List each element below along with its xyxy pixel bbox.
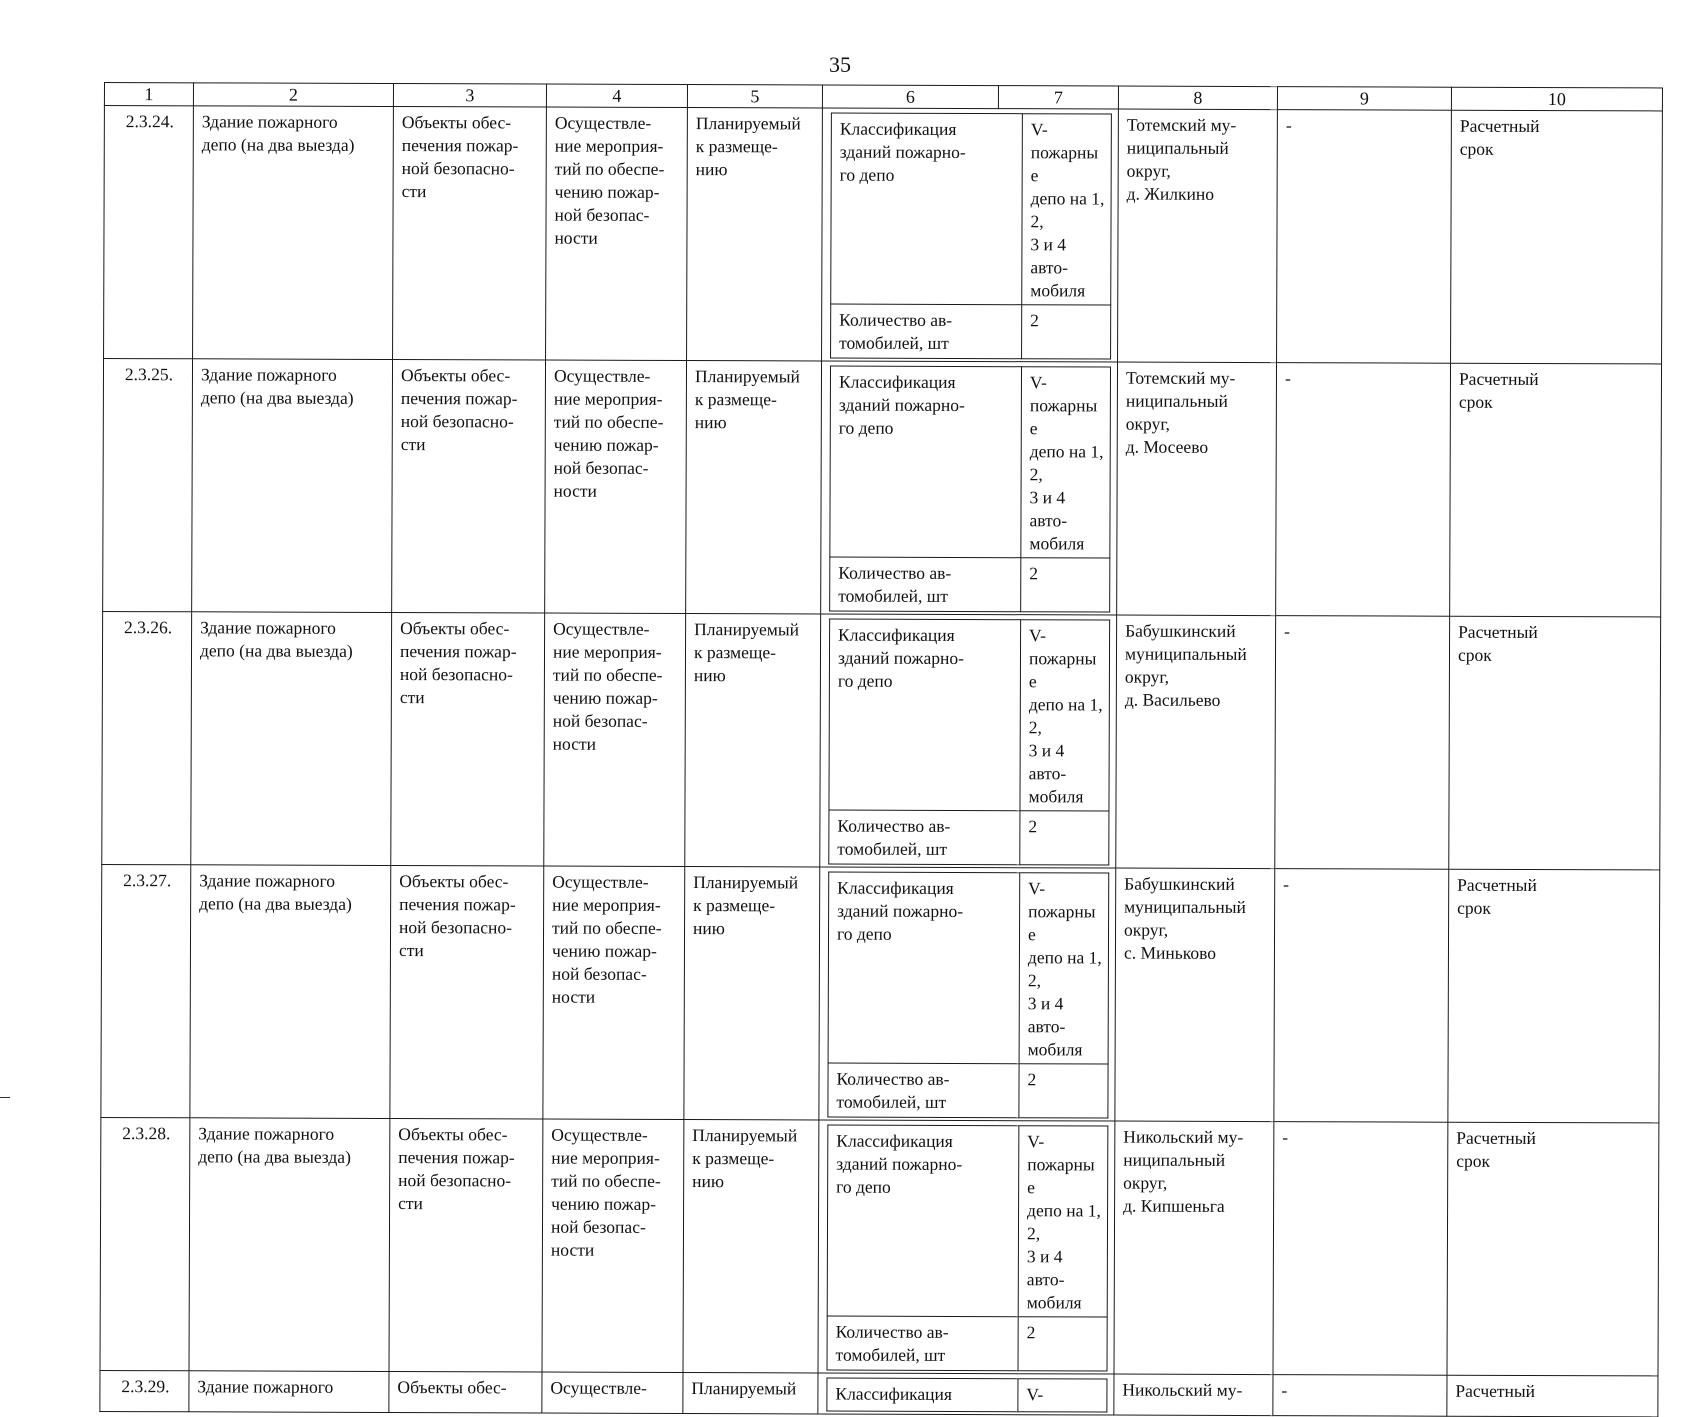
characteristic-name-text: Классификация зданий пожарно- го депо — [836, 877, 964, 944]
column-number: 9 — [1277, 87, 1451, 111]
column-9-cell-text: - — [1282, 1127, 1289, 1148]
characteristic-value-text: 2 — [1027, 1069, 1037, 1090]
column-9-cell-text: - — [1283, 874, 1290, 895]
implementation-term-cell — [1449, 616, 1661, 870]
table-row — [102, 611, 1661, 869]
column-number: 7 — [998, 86, 1118, 109]
characteristic-value-text: V- пожарные депо на 1, 2, 3 и 4 авто- мобиля — [1029, 372, 1104, 554]
characteristic-name — [827, 1316, 1018, 1371]
facility-name-cell-text: Здание пожарного депо (на два выезда) — [199, 870, 352, 914]
column-number: 1 — [104, 83, 193, 106]
facility-purpose-cell — [391, 613, 545, 867]
facility-function-cell — [542, 1372, 683, 1413]
characteristic-name — [830, 366, 1022, 558]
facility-function-cell — [545, 360, 687, 613]
document-sheet — [101, 82, 1662, 1405]
characteristics-subtable — [830, 113, 1112, 360]
implementation-term-cell — [1450, 363, 1662, 617]
implementation-term-cell — [1447, 1375, 1658, 1417]
facility-purpose-cell-text: Объекты обес- печения пожар- ной безопасно- сти — [398, 1124, 515, 1214]
row-number-cell — [100, 1370, 189, 1411]
column-number: 3 — [393, 84, 546, 108]
characteristics-subtable — [828, 619, 1110, 866]
facility-function-cell-text: Осуществле- ние мероприя- тий по обеспе- чению пожар- ной безопас- ности — [554, 112, 665, 248]
facility-name-cell — [190, 865, 391, 1119]
characteristic-row — [830, 366, 1111, 558]
characteristic-row — [831, 113, 1112, 305]
facility-status-cell-text: Планируемый к размеще- нию — [693, 619, 800, 686]
row-number-cell — [100, 1117, 190, 1370]
facility-status-cell — [687, 108, 823, 361]
implementation-term-cell — [1448, 869, 1660, 1123]
facility-function-cell-text: Осуществле- ние мероприя- тий по обеспе- чению пожар- ной безопас- ности — [550, 1124, 661, 1260]
characteristics-cell — [819, 867, 1116, 1121]
characteristic-row — [828, 872, 1109, 1064]
facility-function-cell — [543, 866, 685, 1119]
characteristic-value — [1018, 1126, 1108, 1317]
facility-status-cell-text: Планируемый к размеще- нию — [692, 1125, 798, 1192]
page-number: 35 — [829, 52, 851, 77]
characteristic-value — [1019, 1064, 1108, 1118]
characteristic-value-text: V- — [1026, 1384, 1044, 1405]
facility-name-cell — [191, 612, 392, 866]
row-number-cell-text: 2.3.26. — [124, 617, 173, 638]
location-cell-text: Тотемский му- ниципальный округ, д. Жилкино — [1126, 114, 1237, 204]
column-9-cell — [1274, 869, 1449, 1123]
characteristic-value — [1018, 1317, 1107, 1371]
facility-purpose-cell — [390, 866, 544, 1120]
facility-status-cell — [685, 614, 821, 867]
facility-function-cell — [542, 1119, 684, 1372]
column-9-cell-text: - — [1281, 1380, 1288, 1401]
characteristic-value — [1021, 558, 1110, 612]
characteristic-value — [1020, 811, 1109, 865]
characteristic-name — [828, 1063, 1019, 1118]
facility-status-cell — [683, 1120, 819, 1373]
characteristics-cell — [818, 1373, 1114, 1415]
table-row — [101, 864, 1660, 1122]
row-number-cell-text: 2.3.28. — [122, 1123, 171, 1144]
table-row — [100, 1117, 1659, 1375]
facility-purpose-cell-text: Объекты обес- — [397, 1377, 507, 1398]
implementation-term-cell-text: Расчетный — [1455, 1380, 1536, 1402]
column-9-cell — [1276, 363, 1451, 617]
location-cell — [1114, 1374, 1273, 1416]
row-number-cell-text: 2.3.27. — [123, 870, 172, 891]
characteristic-value — [1022, 114, 1112, 305]
implementation-term-cell-text: Расчетный срок — [1457, 621, 1538, 665]
column-9-cell-text: - — [1284, 368, 1291, 389]
facility-purpose-cell — [389, 1372, 542, 1414]
column-9-cell — [1277, 110, 1452, 364]
row-number-cell — [102, 611, 192, 864]
implementation-term-cell-text: Расчетный срок — [1458, 368, 1539, 412]
row-number-cell — [103, 359, 193, 612]
facility-name-cell — [189, 1118, 390, 1372]
characteristic-name-text: Количество ав- томобилей, шт — [835, 1321, 949, 1365]
characteristic-name-text: Количество ав- томобилей, шт — [838, 562, 952, 606]
characteristic-row — [827, 1316, 1107, 1371]
characteristic-value — [1018, 1379, 1107, 1412]
facility-function-cell — [546, 107, 688, 360]
facility-function-cell-text: Осуществле- ние мероприя- тий по обеспе- чению пожар- ной безопас- ности — [551, 871, 662, 1007]
characteristics-subtable — [826, 1378, 1107, 1413]
characteristic-value-text: V- пожарные депо на 1, 2, 3 и 4 авто- мобиля — [1026, 1131, 1101, 1313]
facility-status-cell — [684, 867, 820, 1120]
characteristic-name-text: Классификация — [835, 1383, 953, 1404]
facility-name-cell — [192, 359, 393, 613]
characteristic-name — [831, 113, 1023, 305]
characteristic-name-text: Классификация зданий пожарно- го депо — [836, 1130, 963, 1197]
facility-status-cell-text: Планируемый к размеще- нию — [694, 366, 800, 433]
characteristic-row — [829, 619, 1110, 811]
facility-purpose-cell-text: Объекты обес- печения пожар- ной безопасно- сти — [398, 871, 516, 961]
facility-purpose-cell-text: Объекты обес- печения пожар- ной безопасно- сти — [399, 618, 517, 708]
facility-purpose-cell-text: Объекты обес- печения пожар- ной безопасно- сти — [400, 365, 518, 455]
characteristic-name — [831, 304, 1022, 359]
characteristic-value — [1022, 305, 1111, 359]
row-number-cell-text: 2.3.24. — [125, 111, 174, 132]
column-number: 6 — [822, 85, 998, 109]
characteristic-name-text: Количество ав- томобилей, шт — [836, 1068, 950, 1112]
location-cell-text: Никольский му- ниципальный округ, д. Кипшеньга — [1123, 1126, 1244, 1216]
facility-name-cell — [189, 1371, 389, 1413]
column-number: 4 — [546, 84, 687, 107]
implementation-term-cell-text: Расчетный срок — [1456, 1127, 1536, 1171]
implementation-term-cell — [1451, 110, 1663, 364]
characteristic-name-text: Классификация зданий пожарно- го депо — [838, 371, 965, 438]
characteristic-name-text: Количество ав- томобилей, шт — [839, 309, 953, 353]
characteristic-value-text: 2 — [1029, 563, 1039, 584]
characteristic-value — [1021, 367, 1111, 558]
facility-purpose-cell — [393, 107, 547, 361]
characteristics-subtable — [827, 1125, 1109, 1372]
margin-mark — [0, 1097, 10, 1098]
characteristic-name — [829, 619, 1021, 811]
table-row — [100, 1370, 1658, 1416]
location-cell — [1116, 615, 1276, 869]
facility-name-cell-text: Здание пожарного депо (на два выезда) — [199, 617, 353, 661]
table-row — [103, 359, 1662, 617]
facility-purpose-cell-text: Объекты обес- печения пожар- ной безопасно- сти — [401, 112, 519, 202]
characteristic-row — [829, 810, 1109, 865]
column-number: 10 — [1451, 87, 1662, 111]
column-9-cell-text: - — [1284, 621, 1290, 642]
facility-function-cell — [544, 613, 686, 866]
characteristics-cell — [818, 1120, 1115, 1374]
characteristics-cell — [821, 361, 1118, 615]
facility-status-cell-text: Планируемый к размеще- нию — [693, 872, 799, 939]
facility-function-cell-text: Осуществле- ние мероприя- тий по обеспе- чению пожар- ной безопас- ности — [552, 618, 663, 754]
implementation-term-cell-text: Расчетный срок — [1459, 115, 1540, 159]
characteristic-name — [827, 1378, 1018, 1412]
characteristic-row — [830, 557, 1110, 612]
characteristic-name — [829, 810, 1020, 865]
location-cell-text: Никольский му- — [1122, 1379, 1243, 1400]
facility-function-cell-text: Осуществле- ние мероприя- тий по обеспе- чению пожар- ной безопас- ности — [553, 365, 664, 501]
row-number-cell-text: 2.3.29. — [121, 1376, 170, 1397]
facility-status-cell-text: Планируемый к размеще- нию — [695, 113, 801, 180]
facility-function-cell-text: Осуществле- — [550, 1377, 647, 1398]
characteristic-value — [1019, 873, 1109, 1064]
facilities-table — [99, 82, 1663, 1417]
characteristic-value-text: 2 — [1026, 1322, 1036, 1343]
location-cell — [1117, 362, 1277, 616]
column-9-cell-text: - — [1285, 115, 1292, 136]
facility-name-cell-text: Здание пожарного — [197, 1376, 334, 1397]
characteristics-subtable — [829, 366, 1111, 613]
facility-status-cell — [686, 361, 822, 614]
column-number: 5 — [687, 85, 822, 108]
characteristics-cell — [822, 108, 1119, 362]
facility-name-cell-text: Здание пожарного депо (на два выезда) — [198, 1123, 351, 1167]
characteristic-row — [828, 1063, 1108, 1118]
facility-name-cell-text: Здание пожарного депо (на два выезда) — [201, 111, 355, 155]
facility-status-cell — [683, 1373, 818, 1414]
characteristic-row — [831, 304, 1111, 359]
characteristic-value — [1020, 620, 1110, 811]
location-cell — [1114, 1121, 1274, 1375]
characteristic-value-text: 2 — [1028, 816, 1038, 837]
implementation-term-cell — [1447, 1122, 1659, 1376]
column-9-cell — [1275, 616, 1450, 870]
location-cell — [1115, 868, 1275, 1122]
characteristic-name-text: Классификация зданий пожарно- го депо — [837, 624, 965, 691]
facility-purpose-cell — [392, 360, 546, 614]
location-cell-text: Тотемский му- ниципальный округ, д. Мосеево — [1125, 367, 1236, 457]
characteristic-row — [827, 1378, 1107, 1412]
characteristic-name — [827, 1125, 1019, 1317]
characteristic-row — [827, 1125, 1108, 1317]
facility-name-cell-text: Здание пожарного депо (на два выезда) — [200, 364, 354, 408]
location-cell-text: Бабушкинский муниципальный округ, д. Васильево — [1124, 620, 1247, 710]
facility-name-cell — [193, 106, 394, 360]
characteristic-value-text: V- пожарные депо на 1, 2, 3 и 4 авто- мобиля — [1028, 625, 1103, 807]
characteristics-subtable — [827, 872, 1109, 1119]
characteristic-name-text: Классификация зданий пожарно- го депо — [839, 118, 966, 185]
facility-status-cell-text: Планируемый — [691, 1378, 797, 1399]
location-cell-text: Бабушкинский муниципальный округ, с. Миньково — [1123, 873, 1246, 963]
characteristic-value-text: 2 — [1030, 310, 1039, 331]
implementation-term-cell-text: Расчетный срок — [1457, 874, 1537, 918]
table-row — [104, 106, 1663, 364]
row-number-cell — [104, 106, 194, 359]
characteristics-cell — [820, 614, 1117, 868]
column-number: 2 — [193, 83, 393, 107]
characteristic-name-text: Количество ав- томобилей, шт — [837, 815, 951, 859]
column-number: 8 — [1118, 86, 1277, 110]
characteristic-value-text: V- пожарные депо на 1, 2, 3 и 4 авто- мобиля — [1027, 878, 1102, 1060]
row-number-cell-text: 2.3.25. — [124, 364, 174, 385]
facility-purpose-cell — [389, 1119, 543, 1373]
row-number-cell — [101, 864, 191, 1117]
location-cell — [1118, 109, 1278, 363]
column-9-cell — [1273, 1122, 1448, 1376]
characteristic-value-text: V- пожарные депо на 1, 2, 3 и 4 авто- мобиля — [1030, 119, 1105, 301]
column-9-cell — [1273, 1375, 1447, 1417]
characteristic-name — [830, 557, 1021, 612]
characteristic-name — [828, 872, 1020, 1064]
